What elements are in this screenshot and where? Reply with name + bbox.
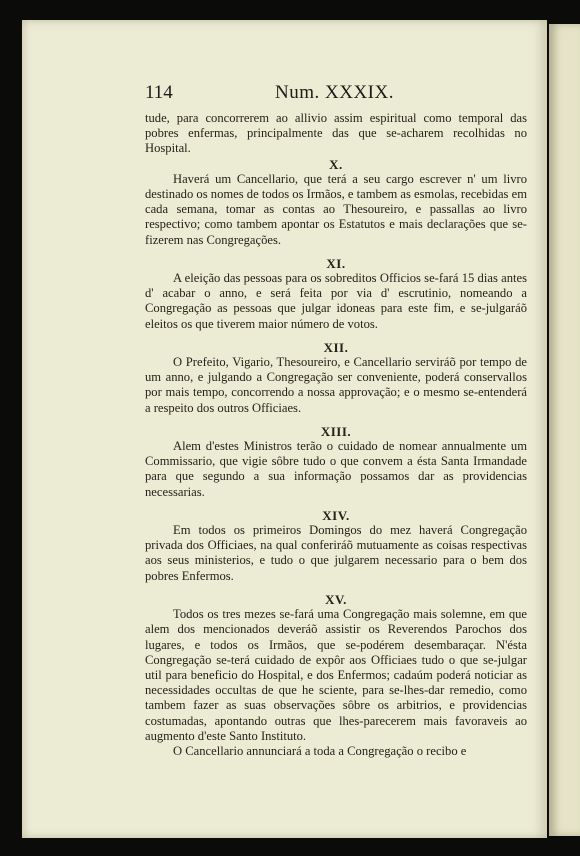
section-heading: XV. (325, 591, 347, 607)
section-gap (145, 584, 527, 592)
section-heading: XIII. (320, 423, 352, 439)
page-header (145, 82, 450, 103)
paragraph: O Cancellario annunciará a toda a Congregação o recibo e (173, 743, 467, 758)
section-gap (145, 416, 527, 424)
section-gap (145, 248, 527, 256)
section-gap (145, 500, 527, 508)
paragraph: Haverá um Cancellario, que terá a seu cargo escrever n' um livro destinado os nomes de todos os Irmãos, e tambem as esmolas, recebidas em cada semana, tomar as contas ao Thesoureiro, e passallas ao livro respectivo; como tambem apontar os Estatutos e mais declarações que se-fizerem nas Congregações. (145, 171, 527, 247)
body-text (145, 111, 527, 759)
paragraph: Todos os tres mezes se-fará uma Congregação mais solemne, em que alem dos mencionados deveráõ assistir os Reverendos Parochos dos lugares, e todos os Irmãos, que se-podérem desembaraçar. N'ésta Congregação se-terá cuidado de expôr aos Officiaes tudo o que se-julgar util para beneficio do Hospital, e dos Enfermos; cadaúm poderá noticiar as necessidades occultas de que he sciente, para se-lhes-dar remedio, como tambem fazer as suas observações sôbre os arbitrios, e providencias costumadas, apontando outras que lhes-parecerem mais favoraveis ao augmento d'este Santo Instituto. (145, 607, 527, 743)
section-heading: XI. (326, 255, 346, 271)
adjacent-page-edge (549, 24, 580, 836)
paragraph: O Prefeito, Vigario, Thesoureiro, e Cancellario serviráõ por tempo de um anno, e julgando a Congregação ser conveniente, poderá conservallos por mais tempo, concorrendo a nossa approvação; e o mesmo se-entenderá a respeito dos outros Officiaes. (145, 355, 527, 415)
paragraph: A eleição das pessoas para os sobreditos Officios se-fará 15 dias antes d' acabar o anno, e será feita por via d' escrutinio, nomeando a Congregação as pessoas que julgar idoneas para este fim, e se-julgaráõ eleitos os que tiverem maior número de votos. (145, 271, 527, 331)
section-gap (145, 332, 527, 340)
page-number: 114 (145, 82, 173, 103)
paragraph: Alem d'estes Ministros terão o cuidado de nomear annualmente um Commissario, que vigie sôbre tudo o que convem a ésta Santa Irmandade para que segundo a sua informação possamos dar as providencias necessarias. (145, 439, 527, 499)
section-heading: X. (329, 156, 343, 172)
running-head: Num. XXXIX. (275, 82, 394, 103)
paragraph: Em todos os primeiros Domingos do mez haverá Congregação privada dos Officiaes, na qual conferiráõ mutuamente as coisas respectivas aos seus ministerios, e tudo o que julgarem necessario para o bem dos pobres Enfermos. (145, 523, 527, 583)
section-heading: XII. (323, 339, 349, 355)
section-heading: XIV. (322, 507, 350, 523)
paragraph: tude, para concorrerem ao allivio assim espiritual como temporal das pobres enfermas, principalmente das que se-acharem recolhidas no Hospital. (145, 111, 527, 156)
